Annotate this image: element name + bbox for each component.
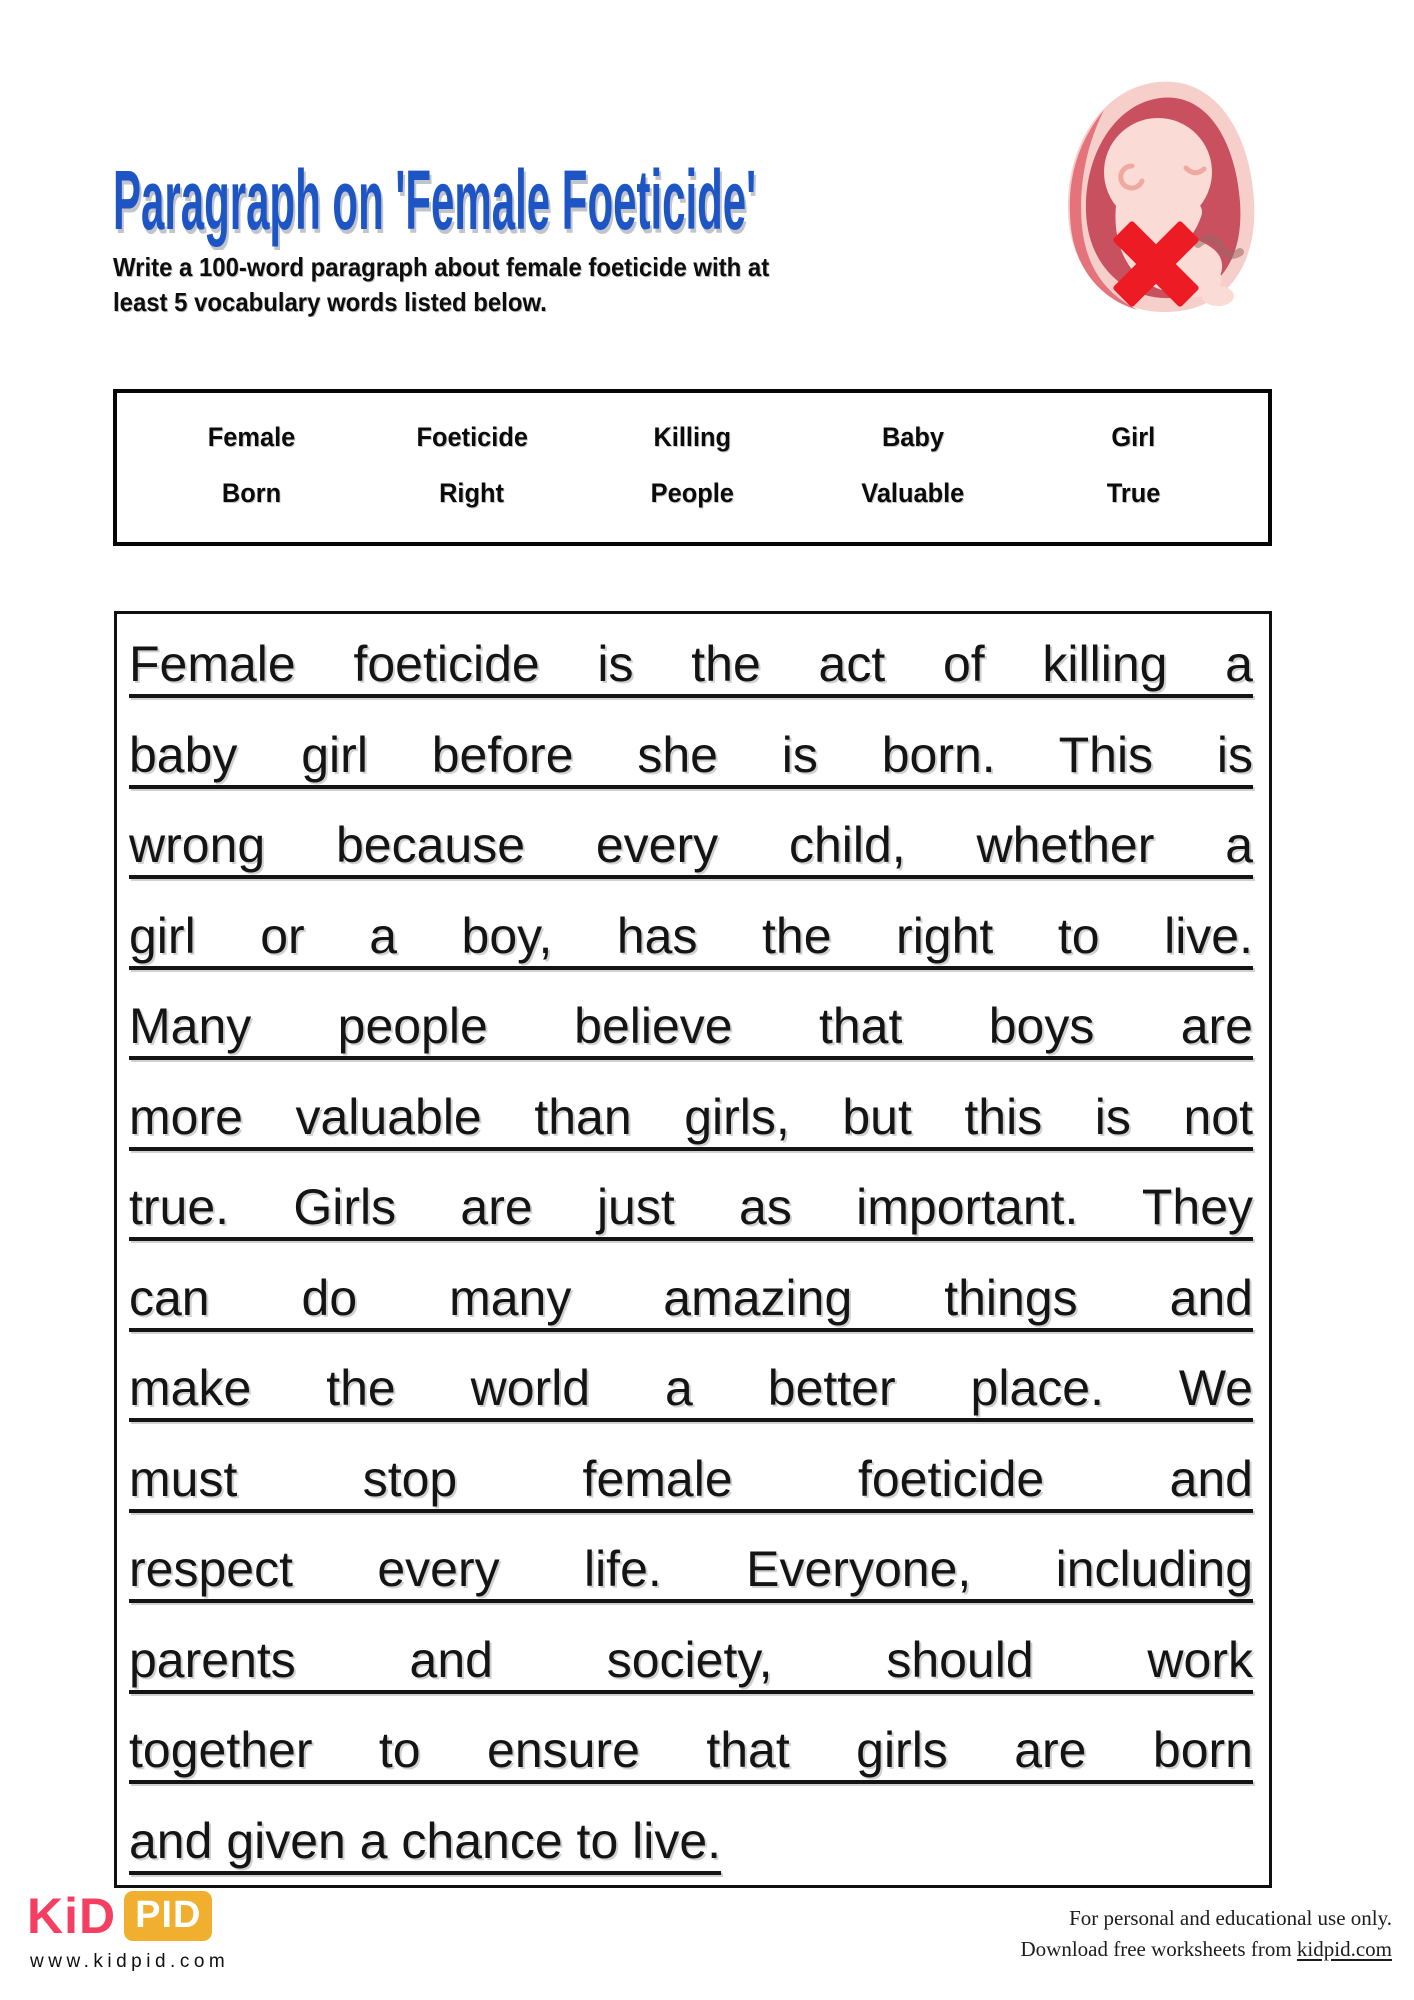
vocab-word: Female: [207, 421, 296, 452]
page-title: Paragraph on 'Female Foeticide': [113, 153, 757, 247]
essay-line: respect every life. Everyone, including: [129, 1541, 1253, 1597]
essay-line: parents and society, should work: [129, 1631, 1253, 1688]
vocab-word: True: [1106, 478, 1161, 509]
essay-line: true. Girls are just as important. They: [129, 1179, 1253, 1235]
paragraph-answer-box: [114, 611, 1272, 1888]
usage-note-line-2-text: Download free worksheets from: [1020, 1937, 1292, 1961]
fetus-with-red-cross-icon: [1038, 72, 1282, 322]
vocab-word: People: [650, 478, 735, 509]
vocab-word: Valuable: [861, 478, 965, 509]
essay-line: must stop female foeticide and: [129, 1450, 1253, 1507]
essay-line: more valuable than girls, but this is not: [129, 1088, 1253, 1145]
website-url: www.kidpid.com: [30, 1951, 230, 1972]
essay-line: Many people believe that boys are: [129, 998, 1253, 1054]
instruction-text: [113, 250, 769, 320]
vocab-word: Foeticide: [416, 421, 528, 452]
vocab-word: Baby: [882, 421, 945, 452]
instruction-line-1: Write a 100-word paragraph about female foeticide with at: [113, 252, 770, 282]
essay-line: can do many amazing things and: [129, 1269, 1253, 1326]
essay-line: baby girl before she is born. This is: [129, 726, 1253, 783]
vocab-word: Born: [221, 478, 281, 509]
instruction-line-2: least 5 vocabulary words listed below.: [113, 287, 547, 317]
usage-note: [1021, 1903, 1393, 1965]
essay-line: together to ensure that girls are born: [129, 1722, 1253, 1778]
vocab-word: Killing: [653, 421, 732, 452]
essay-line: girl or a boy, has the right to live.: [129, 907, 1253, 964]
kidpid-logo: [27, 1888, 212, 1944]
essay-line: wrong because every child, whether a: [129, 817, 1253, 873]
kidpid-com-link[interactable]: kidpid.com: [1296, 1937, 1392, 1961]
essay-line: and given a chance to live.: [129, 1812, 722, 1869]
usage-note-line-2: [1021, 1934, 1393, 1965]
essay-line: make the world a better place. We: [129, 1360, 1253, 1416]
logo-kid-text: KiD: [27, 1888, 117, 1944]
logo-pid-badge: PID: [124, 1891, 212, 1941]
usage-note-line-1: For personal and educational use only.: [1069, 1906, 1392, 1930]
vocab-word: Right: [439, 478, 505, 509]
vocabulary-box: [113, 389, 1272, 546]
vocab-word: Girl: [1111, 421, 1156, 452]
essay-line: Female foeticide is the act of killing a: [129, 636, 1253, 692]
